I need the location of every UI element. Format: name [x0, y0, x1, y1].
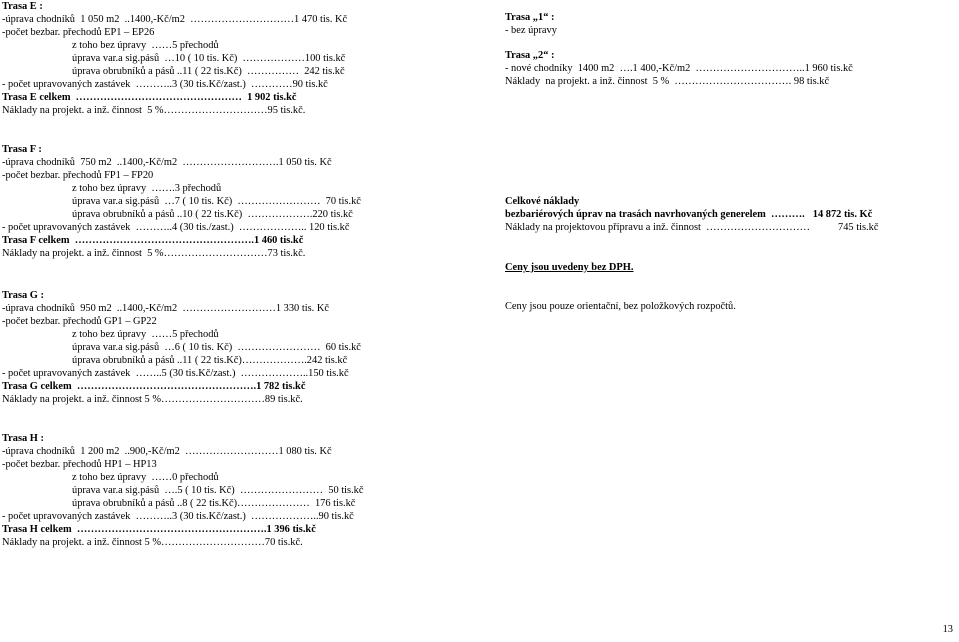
trasa-h-line: - počet upravovaných zastávek ………..3 (30 tis.Kč/zast.) ………………..90 tis.kč [2, 511, 354, 522]
summary-total-label: bezbariérových úprav na trasách navrhovaných generelem ………. [505, 209, 805, 220]
trasa-g-line: Náklady na projekt. a inž. činnost 5 %…………………………89 tis.kč. [2, 394, 303, 405]
note-dph [505, 261, 633, 274]
trasa-g-title: Trasa G : [2, 290, 44, 301]
trasa-h-line: Náklady na projekt. a inž. činnost 5 %…………………………70 tis.kč. [2, 537, 303, 548]
trasa-f-line: úprava obrubníků a pásů ..10 ( 22 tis.Kč) ……………….220 tis.kč [72, 209, 353, 220]
summary-project-label: Náklady na projektovou přípravu a inž. činnost ………………………… [505, 222, 811, 233]
trasa-2-title: Trasa „2“ : [505, 50, 555, 61]
note-orient [505, 300, 736, 313]
trasa-e-section [2, 0, 347, 117]
trasa-e-line: úprava obrubníků a pásů ..11 ( 22 tis.Kč) …………… 242 tis.kč [72, 66, 345, 77]
trasa-e-total: Trasa E celkem ………………………………………… 1 902 tis.kč [2, 92, 297, 103]
trasa-2-line: - nové chodníky 1400 m2 ….1 400,-Kč/m2 …………………………..1 960 tis.kč [505, 63, 853, 74]
trasa-h-title: Trasa H : [2, 433, 44, 444]
summary-total-value: 14 872 tis. Kč [812, 209, 873, 220]
trasa-g-line: úprava obrubníků a pásů ..11 ( 22 tis.Kč)……………….242 tis.kč [72, 355, 348, 366]
trasa-1-title: Trasa „1“ : [505, 12, 555, 23]
trasa-h-section [2, 432, 363, 549]
trasa-h-line: z toho bez úpravy ……0 přechodů [72, 472, 219, 483]
trasa-g-section [2, 289, 361, 406]
summary-project-value: 745 tis.kč [838, 222, 879, 233]
trasa-f-section [2, 143, 361, 260]
trasa-e-line: úprava var.a sig.pásů …10 ( 10 tis. Kč) ………………100 tis.kč [72, 53, 346, 64]
trasa-f-total: Trasa F celkem …………………………………………….1 460 tis.kč [2, 235, 304, 246]
trasa-e-line: -úprava chodníků 1 050 m2 ..1400,-Kč/m2 …………………………1 470 tis. Kč [2, 14, 348, 25]
trasa-h-line: -počet bezbar. přechodů HP1 – HP13 [2, 459, 157, 470]
trasa-h-line: úprava var.a sig.pásů ….5 ( 10 tis. Kč) …………………… 50 tis.kč [72, 485, 364, 496]
trasa-1-line: - bez úpravy [505, 25, 557, 36]
trasa-f-line: úprava var.a sig.pásů …7 ( 10 tis. Kč) …………………… 70 tis.kč [72, 196, 361, 207]
summary-project-line [505, 221, 878, 234]
trasa-f-line: - počet upravovaných zastávek ………..4 (30 tis./zast.) ……………….. 120 tis.kč [2, 222, 350, 233]
note-orient-text: Ceny jsou pouze orientační, bez položkových rozpočtů. [505, 301, 736, 312]
trasa-e-line: Náklady na projekt. a inž. činnost 5 %…………………………95 tis.kč. [2, 105, 306, 116]
trasa-g-line: -úprava chodníků 950 m2 ..1400,-Kč/m2 ………………………1 330 tis. Kč [2, 303, 329, 314]
trasa-f-line: Náklady na projekt. a inž. činnost 5 %…………………………73 tis.kč. [2, 248, 306, 259]
trasa-f-title: Trasa F : [2, 144, 42, 155]
spacer [505, 37, 853, 49]
trasa-h-total: Trasa H celkem ……………………………………………….1 396 tis.kč [2, 524, 316, 535]
trasa-g-line: -počet bezbar. přechodů GP1 – GP22 [2, 316, 157, 327]
summary-title: Celkové náklady [505, 196, 580, 207]
trasa-g-line: z toho bez úpravy ……5 přechodů [72, 329, 219, 340]
trasa-1-2-section [505, 11, 853, 88]
trasa-g-line: - počet upravovaných zastávek ……..5 (30 tis.Kč/zast.) ………………..150 tis.kč [2, 368, 349, 379]
trasa-e-title: Trasa E : [2, 1, 43, 12]
note-dph-text: Ceny jsou uvedeny bez DPH. [505, 262, 634, 273]
trasa-h-line: -úprava chodníků 1 200 m2 ..900,-Kč/m2 ………………………1 080 tis. Kč [2, 446, 332, 457]
trasa-2-line: Náklady na projekt. a inž. činnost 5 % ……………………………. 98 tis.kč [505, 76, 830, 87]
trasa-g-total: Trasa G celkem …………………………………………….1 782 tis.kč [2, 381, 306, 392]
trasa-e-line: - počet upravovaných zastávek ………..3 (30 tis.Kč/zast.) …………90 tis.kč [2, 79, 328, 90]
summary-total-line [505, 208, 878, 221]
trasa-f-line: -úprava chodníků 750 m2 ..1400,-Kč/m2 ……………………….1 050 tis. Kč [2, 157, 332, 168]
trasa-g-line: úprava var.a sig.pásů …6 ( 10 tis. Kč) …………………… 60 tis.kč [72, 342, 361, 353]
trasa-e-line: z toho bez úpravy ……5 přechodů [72, 40, 219, 51]
trasa-f-line: -počet bezbar. přechodů FP1 – FP20 [2, 170, 154, 181]
trasa-e-line: -počet bezbar. přechodů EP1 – EP26 [2, 27, 155, 38]
trasa-h-line: úprava obrubníků a pásů ..8 ( 22 tis.Kč)………………… 176 tis.kč [72, 498, 356, 509]
summary-section [505, 195, 878, 234]
page-number: 13 [942, 624, 953, 635]
trasa-f-line: z toho bez úpravy …….3 přechodů [72, 183, 222, 194]
